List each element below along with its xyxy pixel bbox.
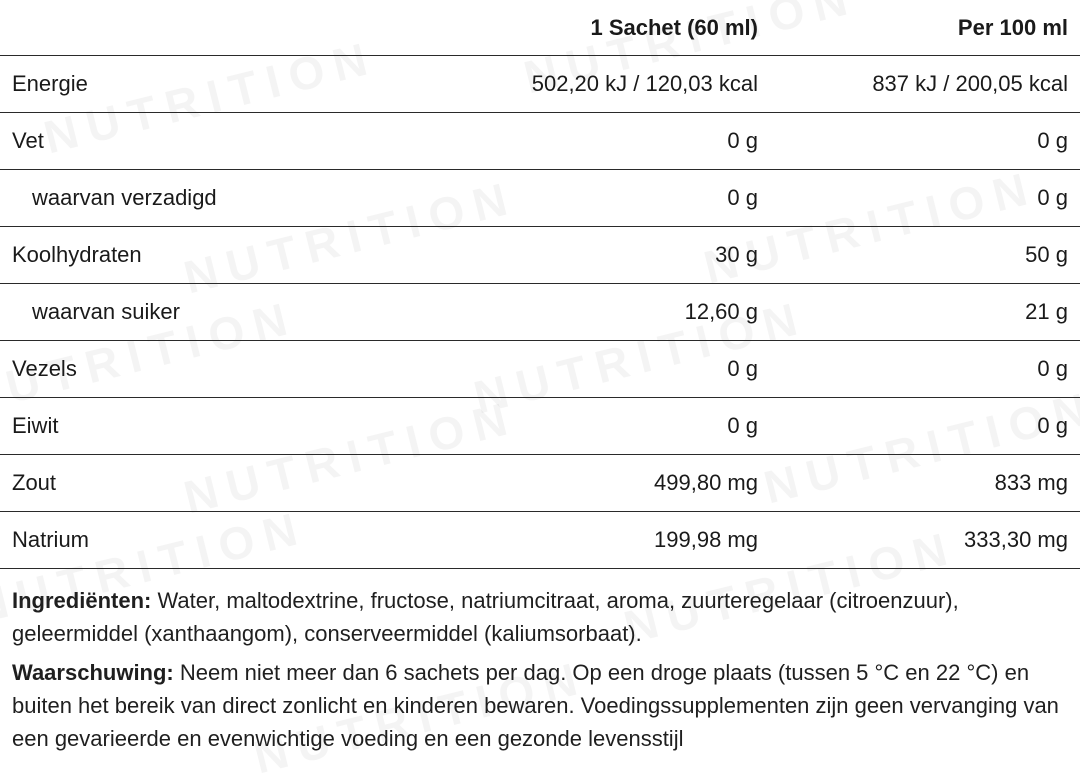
row-sachet-value: 199,98 mg (312, 512, 758, 569)
row-sachet-value: 502,20 kJ / 120,03 kcal (312, 56, 758, 113)
row-label: Zout (0, 455, 312, 512)
row-per100-value: 0 g (758, 170, 1080, 227)
row-sachet-value: 30 g (312, 227, 758, 284)
row-sachet-value: 0 g (312, 170, 758, 227)
header-sachet-cell: 1 Sachet (60 ml) (312, 0, 758, 56)
ingredients-text: Water, maltodextrine, fructose, natriumcitraat, aroma, zuurteregelaar (citroenzuur), geleermiddel (xanthaangom), conserveermiddel (kaliumsorbaat). (12, 588, 959, 646)
table-row (0, 512, 1080, 569)
row-per100-value: 837 kJ / 200,05 kcal (758, 56, 1080, 113)
row-per100-value: 833 mg (758, 455, 1080, 512)
ingredients-label: Ingrediënten: (12, 588, 152, 613)
ingredients-paragraph (12, 584, 1068, 650)
row-sachet-value: 0 g (312, 341, 758, 398)
warning-text: Neem niet meer dan 6 sachets per dag. Op een droge plaats (tussen 5 °C en 22 °C) en buiten het bereik van direct zonlicht en kinderen bewaren. Voedingssupplementen zijn geen vervanging van een gevarieerde en evenwichtige voeding en een gezonde levensstijl (12, 660, 1059, 751)
table-row (0, 56, 1080, 113)
table-row (0, 455, 1080, 512)
row-label-sub: waarvan suiker (0, 284, 312, 341)
table-row (0, 341, 1080, 398)
table-row (0, 113, 1080, 170)
row-label-sub: waarvan verzadigd (0, 170, 312, 227)
row-sachet-value: 0 g (312, 113, 758, 170)
table-row (0, 170, 1080, 227)
row-label: Natrium (0, 512, 312, 569)
row-sachet-value: 0 g (312, 398, 758, 455)
row-per100-value: 333,30 mg (758, 512, 1080, 569)
row-label: Koolhydraten (0, 227, 312, 284)
table-row (0, 284, 1080, 341)
row-per100-value: 21 g (758, 284, 1080, 341)
row-label: Energie (0, 56, 312, 113)
header-per100-cell: Per 100 ml (758, 0, 1080, 56)
warning-label: Waarschuwing: (12, 660, 174, 685)
header-label-cell (0, 0, 312, 56)
table-header-row (0, 0, 1080, 56)
row-per100-value: 50 g (758, 227, 1080, 284)
table-row (0, 227, 1080, 284)
row-per100-value: 0 g (758, 341, 1080, 398)
row-label: Vet (0, 113, 312, 170)
warning-paragraph (12, 656, 1068, 755)
table-row (0, 398, 1080, 455)
row-label: Vezels (0, 341, 312, 398)
row-sachet-value: 12,60 g (312, 284, 758, 341)
row-label: Eiwit (0, 398, 312, 455)
row-per100-value: 0 g (758, 113, 1080, 170)
row-sachet-value: 499,80 mg (312, 455, 758, 512)
row-per100-value: 0 g (758, 398, 1080, 455)
